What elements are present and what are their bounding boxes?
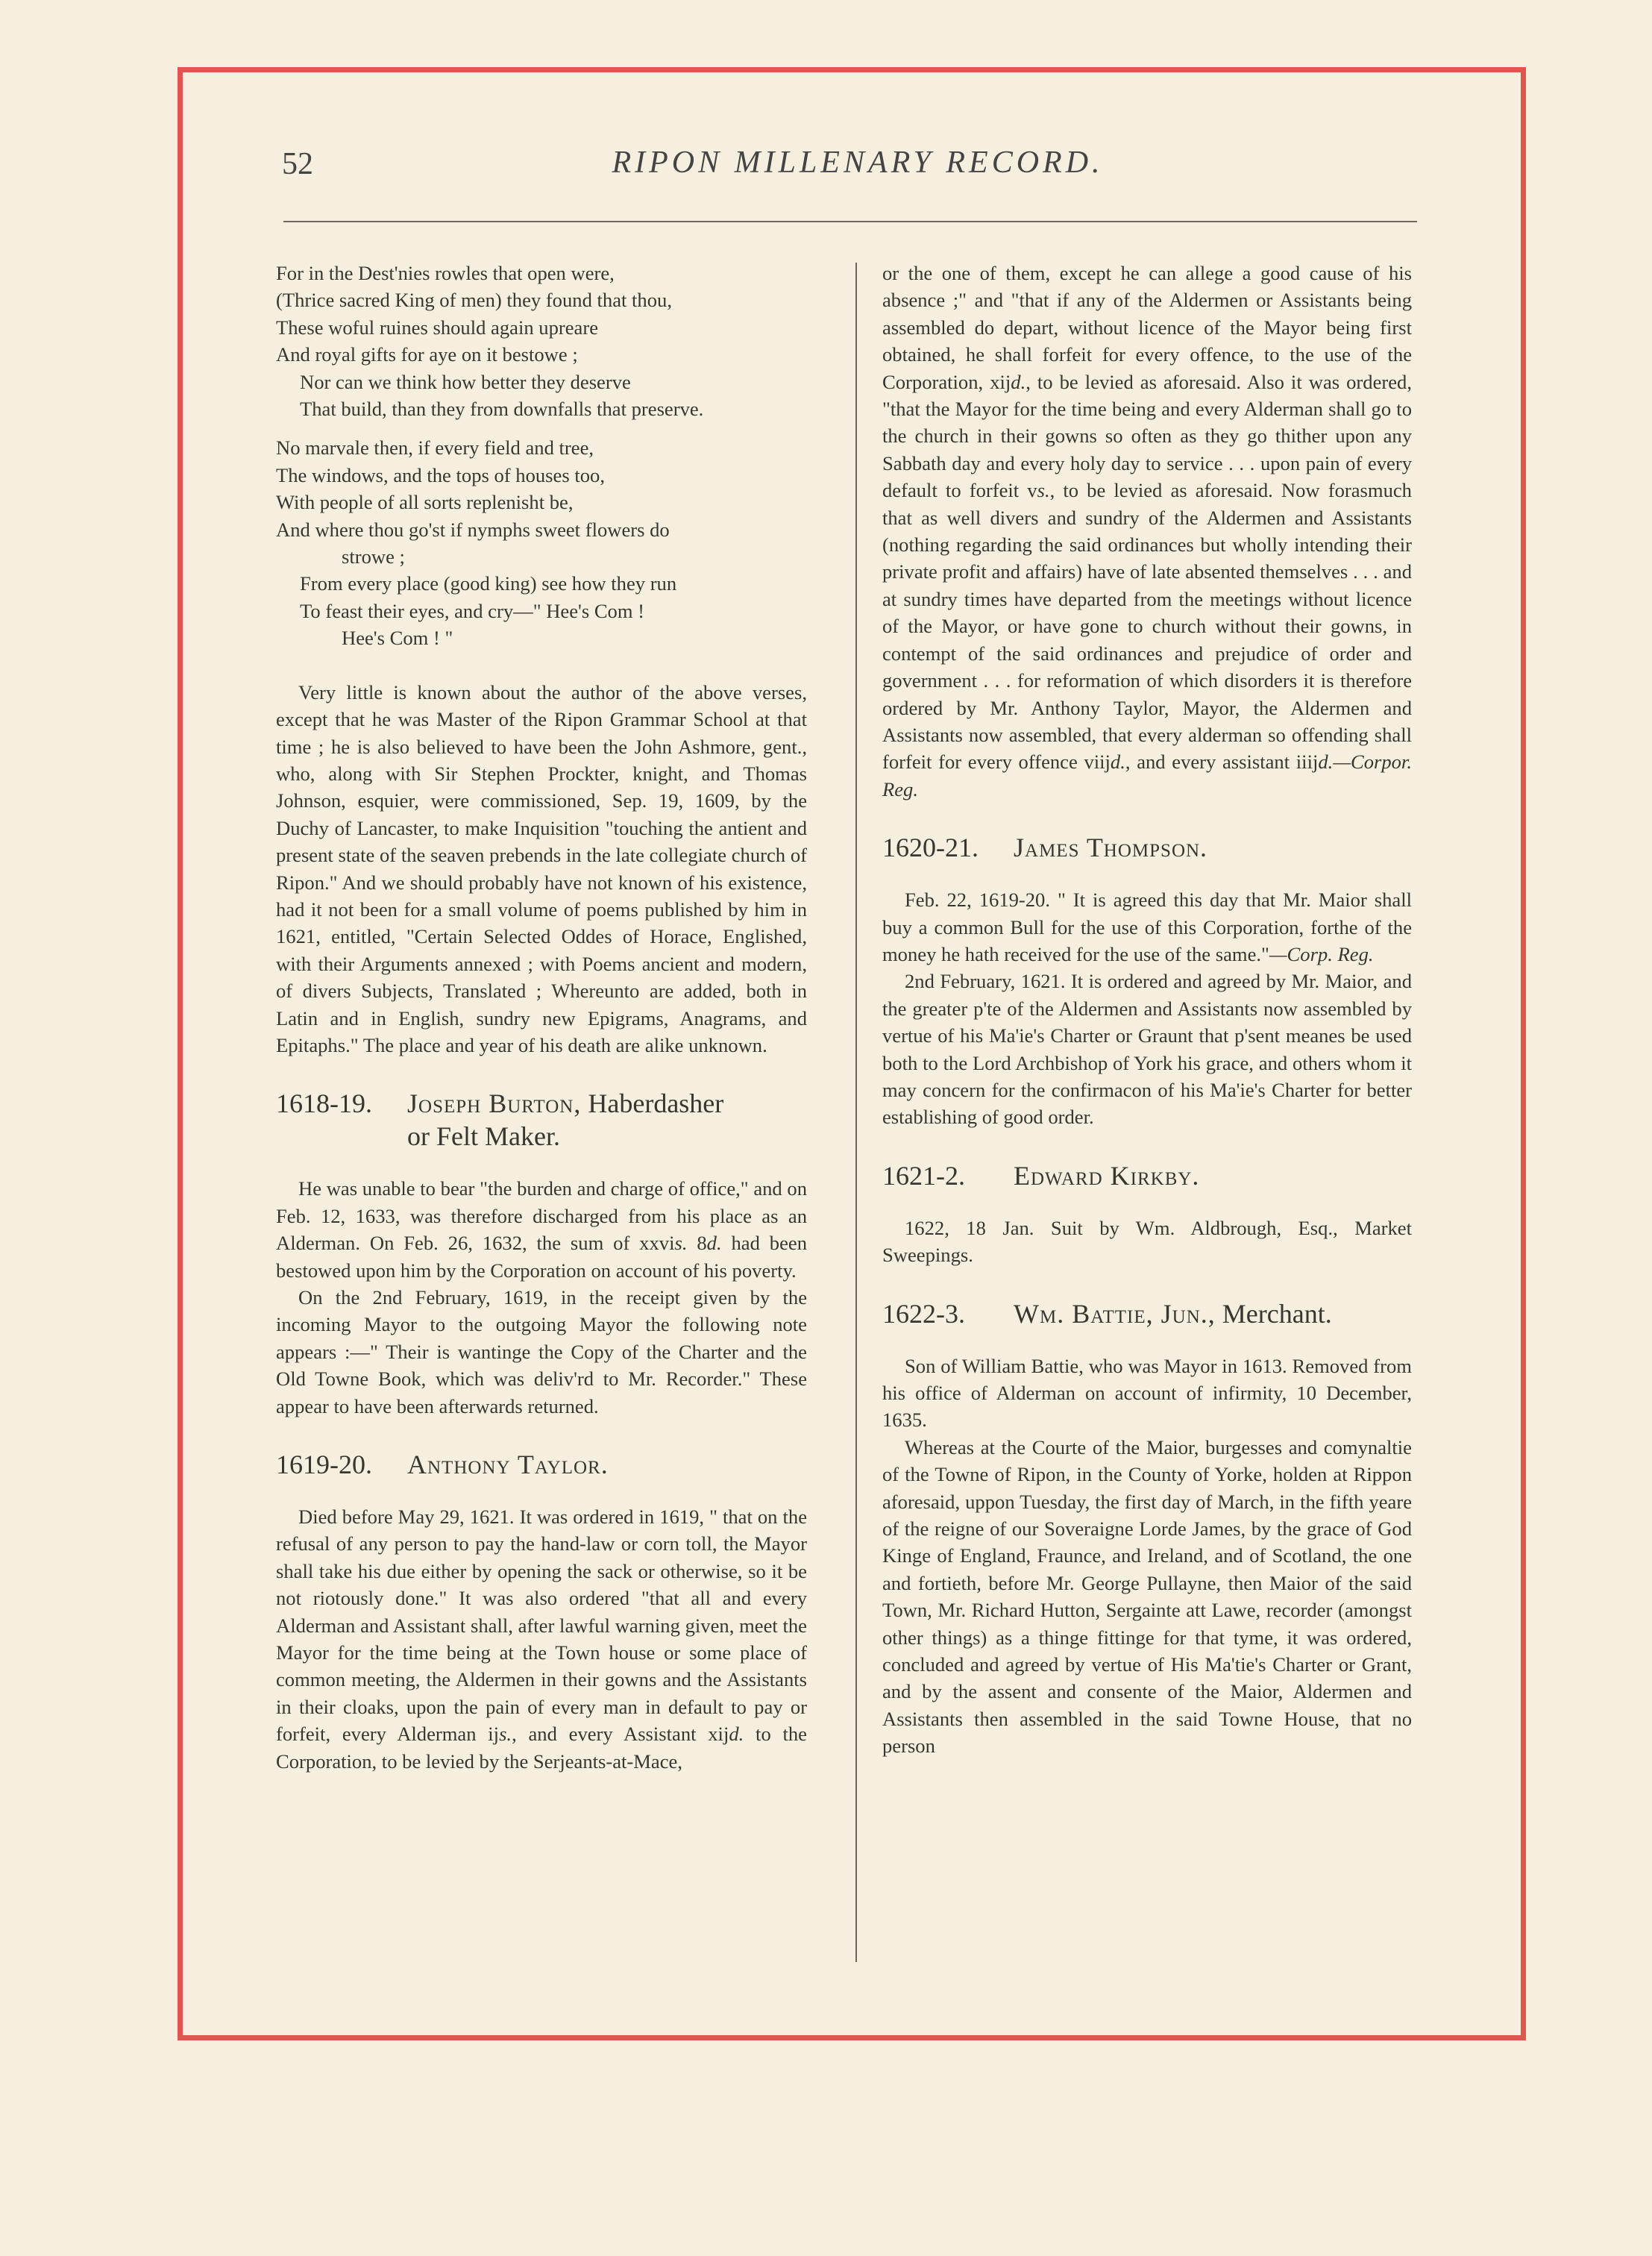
poem-line: Nor can we think how better they deserve [300,370,631,393]
section-heading-burton [276,1087,807,1153]
left-column [276,260,807,1775]
kirkby-paragraph: 1622, 18 Jan. Suit by Wm. Aldbrough, Esq., Market Sweepings. [882,1216,1412,1267]
poem-line: From every place (good king) see how they run [300,572,677,595]
section-year: 1619-20. [276,1450,372,1480]
poem-line: No marvale then, if every field and tree, [276,436,594,460]
mayor-trade-continued: or Felt Maker. [407,1121,560,1152]
section-heading-thompson [882,831,1412,864]
author-paragraph: Very little is known about the author of the above verses, except that he was Master of the Ripon Grammar School at that time ; he is also believed to have been the John Ashmore, gent., who, along with Sir Stephen Prockter, knight, and Thomas Johnson, esquier, were commissioned, Sep. 19, 1609, by the Duchy of Lancaster, to make Inquisition "touching the antient and present state of the seaven prebends in the late collegiate church of Ripon." And we should probably have not known of his existence, had it not been for a small volume of poems published by him in 1621, entitled, "Certain Selected Oddes of Horace, Englished, with their Arguments annexed ; with Poems ancient and modern, of divers Subjects, Translated ; Whereunto are added, both in Latin and in English, sundry new Epigrams, Anagrams, and Epitaphs." The place and year of his death are alike unknown. [276,680,807,1056]
mayor-name: James Thompson. [1014,833,1208,863]
poem-line: The windows, and the tops of houses too, [276,463,605,486]
thompson-paragraph-2: 2nd February, 1621. It is ordered and agreed by Mr. Maior, and the greater p'te of the Aldermen and Assistants now assembled by vertue of his Ma'ie's Charter or Graunt that p'sent meanes be used both to the Lord Archbishop of York his grace, and others whom it may concern for the confirmacon of his Ma'ie's Charter for better establishing of good order. [882,970,1412,1129]
poem-line: strowe ; [342,545,405,568]
right-column [882,260,1412,1760]
poem-line: (Thrice sacred King of men) they found that thou, [276,289,672,312]
poem-line: And where thou go'st if nymphs sweet flowers do [276,518,670,541]
page-number: 52 [282,147,313,181]
header-rule [283,221,1417,222]
burton-paragraph-1: He was unable to bear "the burden and charge of office," and on Feb. 12, 1633, was therefore discharged from his place as an Alderman. On Feb. 26, 1632, the sum of xxvis. 8d. had been bestowed upon him by the Corporation on account of his poverty. [276,1177,807,1282]
running-title: RIPON MILLENARY RECORD. [612,145,1104,180]
section-heading-battie [882,1297,1412,1330]
taylor-continuation: or the one of them, except he can allege a good cause of his absence ;" and "that if any of the Aldermen or Assistants being assembled do depart, without licence of the Mayor being first obtained, he shall forfeit for every offence, to the use of the Corporation, xijd., to be levied as aforesaid. Also it was ordered, "that the Mayor for the time being and every Alderman shall go to the church in their gowns so often as they go thither upon any Sabbath day and every holy day to service . . . upon pain of every default to forfeit vs., to be levied as aforesaid. Now forasmuch that as well divers and sundry of the Aldermen and Assistants (nothing regarding the said ordinances but wholly intending their private profit and affairs) have of late absented themselves . . . and at sundry times have departed from the meetings without licence of the Mayor, or have gone to church without their gowns, in contempt of the said ordinances and prejudice of order and government . . . for reformation of which disorders it is therefore ordered by Mr. Anthony Taylor, Mayor, the Aldermen and Assistants now assembled, that every alderman so offending shall forfeit for every offence viijd., and every assistant iiijd.—Corpor. Reg. [882,262,1412,800]
mayor-name: Edward Kirkby. [1014,1160,1200,1191]
battie-paragraph-1: Son of William Battie, who was Mayor in 1613. Removed from his office of Alderman on account of infirmity, 10 December, 1635. [882,1354,1412,1432]
poem-line: With people of all sorts replenisht be, [276,491,574,514]
column-divider [855,263,857,1962]
poem-line: Hee's Com ! " [342,627,453,650]
section-heading-taylor [276,1448,807,1481]
poem-line: For in the Dest'nies rowles that open were, [276,262,615,284]
poem-line: These woful ruines should again upreare [276,316,599,339]
mayor-trade: Merchant. [1222,1298,1332,1329]
poem-line: To feast their eyes, and cry—" Hee's Com ! [300,599,645,622]
section-heading-kirkby [882,1159,1412,1192]
section-year: 1618-19. [276,1088,372,1119]
battie-paragraph-2: Whereas at the Courte of the Maior, burgesses and comynaltie of the Towne of Ripon, in the County of Yorke, holden at Rippon aforesaid, uppon Tuesday, the first day of March, in the fifth yeare of the reigne of our Soveraigne Lorde James, by the grace of God Kinge of England, Fraunce, and Ireland, and of Scotland, the one and fortieth, before Mr. George Pullayne, then Maior of the said Town, Mr. Richard Hutton, Sergainte att Lawe, recorder (amongst other things) as a thinge fittinge for that tyme, it was ordered, concluded and agreed by vertue of His Ma'tie's Charter or Grant, and by the assent and consente of the Maior, Aldermen and Assistants then assembled in the said Towne House, that no person [882,1435,1412,1758]
poem-line: And royal gifts for aye on it bestowe ; [276,343,578,366]
section-year: 1621-2. [882,1160,965,1191]
mayor-name: Joseph Burton, [407,1088,582,1119]
mayor-name: Anthony Taylor. [407,1450,609,1480]
poem-stanza-1 [276,260,807,422]
poem-stanza-2 [276,434,807,651]
section-year: 1620-21. [882,833,979,863]
mayor-name: Wm. Battie, Jun., [1014,1298,1216,1329]
thompson-paragraph-1: Feb. 22, 1619-20. " It is agreed this day that Mr. Maior shall buy a common Bull for the use of this Corporation, forthe of the money he hath received for the use of the same."—Corp. Reg. [882,889,1412,965]
taylor-paragraph: Died before May 29, 1621. It was ordered in 1619, " that on the refusal of any person to pay the hand-law or corn toll, the Mayor shall take his due either by opening the sack or otherwise, so it be not riotously done." It was also ordered "that all and every Alderman and Assistant shall, after lawful warning given, meet the Mayor for the time being at the Town house or some place of common meeting, the Aldermen in their gowns and the Assistants in their cloaks, upon the pain of every man in default to pay or forfeit, every Alderman ijs., and every Assistant xijd. to the Corporation, to be levied by the Serjeants-at-Mace, [276,1505,807,1773]
mayor-trade: Haberdasher [588,1088,724,1119]
burton-paragraph-2: On the 2nd February, 1619, in the receipt given by the incoming Mayor to the outgoing Mayor the following note appears :—" Their is wantinge the Copy of the Charter and the Old Towne Book, which was deliv'rd to Mr. Recorder." These appear to have been afterwards returned. [276,1286,807,1417]
section-year: 1622-3. [882,1298,965,1329]
poem-line: That build, than they from downfalls that preserve. [300,398,704,421]
